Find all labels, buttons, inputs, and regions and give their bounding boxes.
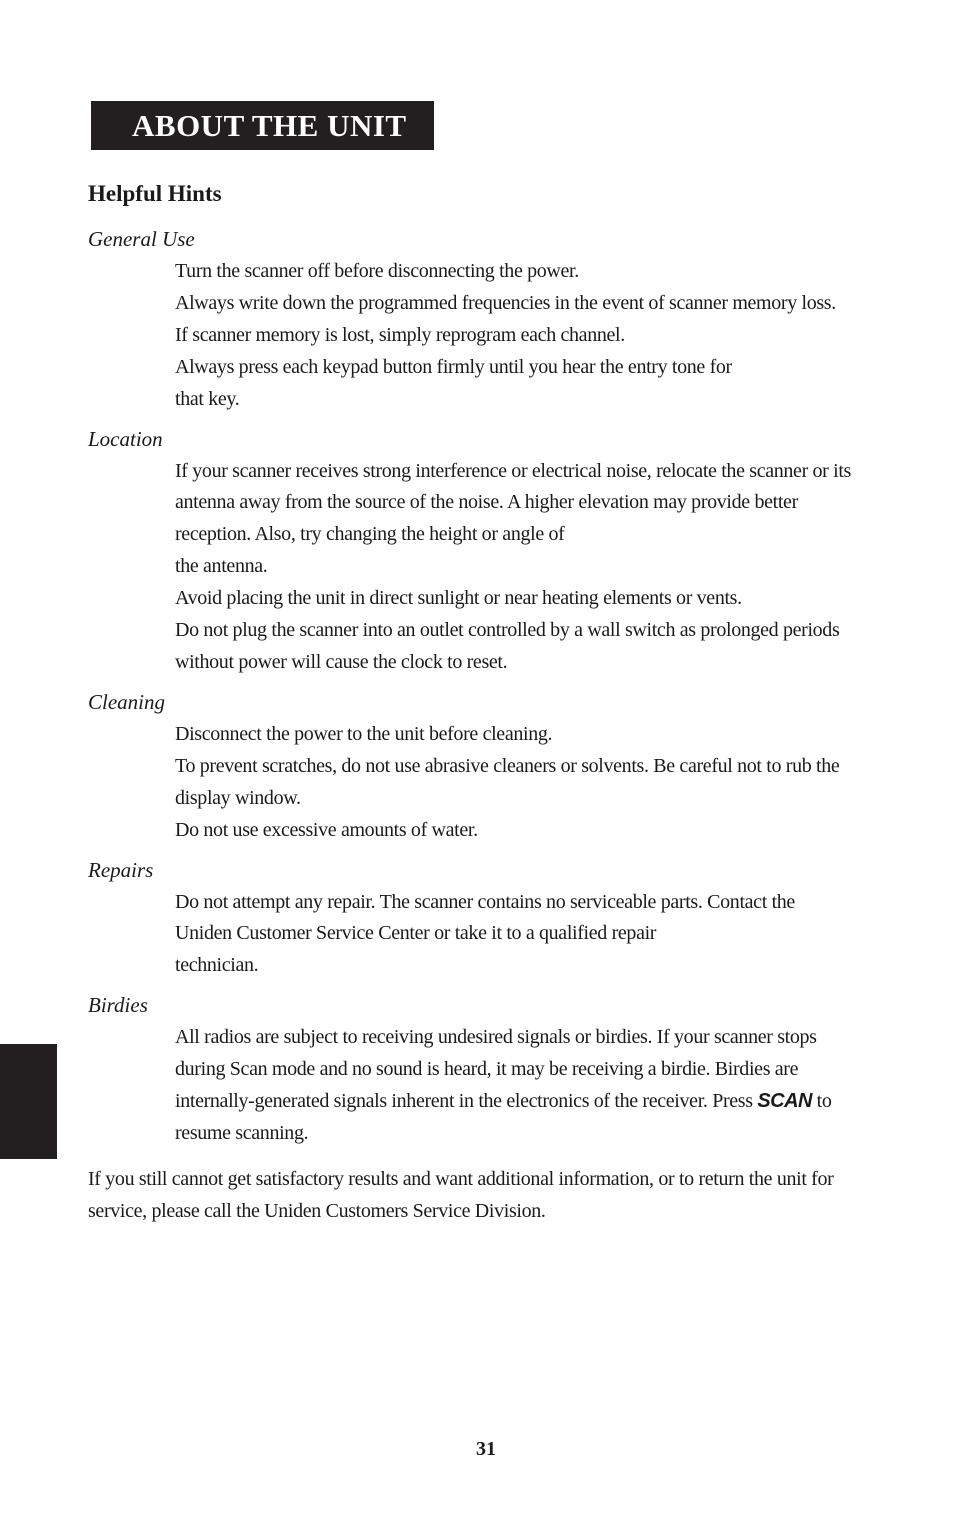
text-line: Do not attempt any repair. The scanner contains no serviceable parts. Contact the [175,890,795,913]
text-line: All radios are subject to receiving undesired signals or birdies. If your scanner stops [175,1026,817,1049]
section-banner [91,101,434,150]
text-line: Turn the scanner off before disconnecting the power. [175,260,579,282]
text-line: the antenna. [175,555,268,578]
hints-list [88,224,908,1158]
section-title: Birdies [88,993,148,1018]
text-line: Avoid placing the unit in direct sunlight or near heating elements or vents. [175,587,742,610]
section-repairs [88,855,908,983]
text-line: display window. [175,786,301,809]
scan-key-label: SCAN [757,1090,812,1113]
section-body [175,719,908,847]
text-line: antenna away from the source of the noise. A higher elevation may provide better [175,491,798,514]
page-heading: Helpful Hints [88,181,222,206]
banner-title: ABOUT THE UNIT [132,108,407,143]
text-line: Uniden Customer Service Center or take it to a qualified repair [175,922,657,945]
section-body [175,887,908,983]
text-line: Always write down the programmed frequencies in the event of scanner memory loss. [175,291,836,314]
section-cleaning [88,687,908,847]
section-title: Cleaning [88,689,165,714]
text-line-with-key [175,1086,908,1118]
text-line: without power will cause the clock to reset. [175,650,508,673]
section-body [175,256,908,416]
text-line: technician. [175,954,259,977]
text-line: unit for service, please call the Uniden Customers Service Division. [88,1168,834,1222]
section-location [88,424,908,679]
section-body [175,1022,908,1150]
closing-paragraph [88,1163,878,1227]
section-title: Repairs [88,857,154,882]
section-title: Location [88,426,163,451]
text-fragment: internally-generated signals inherent in the electronics of the receiver. Press [175,1090,758,1113]
section-general-use [88,224,908,416]
side-tab-marker [0,1044,57,1159]
text-line: If you still cannot get satisfactory results and want additional information, or to return the [88,1168,773,1190]
section-birdies [88,990,908,1150]
section-body [175,456,908,679]
text-line: during Scan mode and no sound is heard, it may be receiving a birdie. Birdies are [175,1058,799,1081]
text-line: resume scanning. [175,1121,309,1144]
text-line: If scanner memory is lost, simply reprogram each channel. [175,323,625,346]
text-line: that key. [175,387,240,410]
text-line: Disconnect the power to the unit before cleaning. [175,722,553,745]
text-line: reception. Also, try changing the height or angle of [175,523,565,546]
text-line: If your scanner receives strong interference or electrical noise, relocate the scanner or its [175,459,851,482]
section-title: General Use [88,227,195,251]
text-line: Do not use excessive amounts of water. [175,818,478,841]
text-line: Do not plug the scanner into an outlet controlled by a wall switch as prolonged periods [175,619,840,642]
text-line: To prevent scratches, do not use abrasive cleaners or solvents. Be careful not to rub the [175,754,840,777]
page-number: 31 [476,1438,496,1460]
text-line: Always press each keypad button firmly until you hear the entry tone for [175,355,732,378]
text-fragment: to [812,1090,832,1113]
